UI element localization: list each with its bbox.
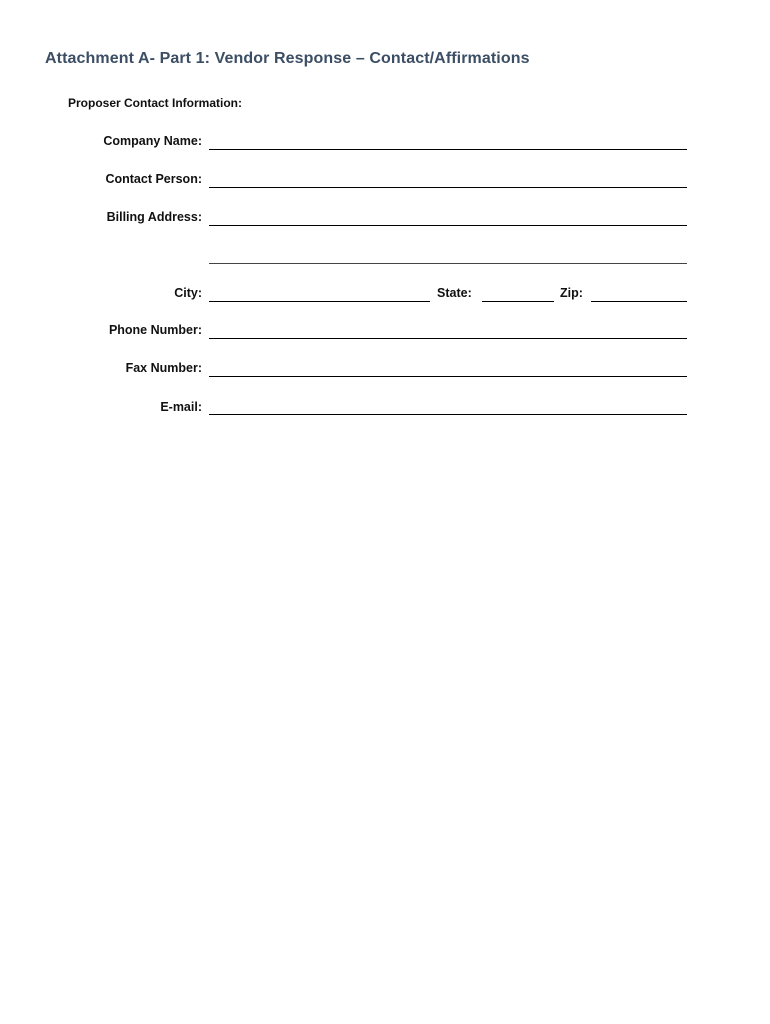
zip-label: Zip: [560,286,583,300]
document-title: Attachment A- Part 1: Vendor Response – Contact/Affirmations [45,50,530,67]
billing-address-label: Billing Address: [106,210,202,224]
fax-number-field[interactable] [209,376,687,377]
state-label: State: [437,286,472,300]
city-field[interactable] [209,301,430,302]
email-label: E-mail: [160,400,202,414]
company-name-row [0,132,770,152]
fax-number-row [0,359,770,379]
fax-number-label: Fax Number: [125,361,202,375]
email-row [0,398,770,418]
city-label: City: [174,286,202,300]
phone-number-row [0,321,770,341]
billing-address-field[interactable] [209,225,687,226]
phone-number-field[interactable] [209,338,687,339]
contact-person-field[interactable] [209,187,687,188]
billing-address-line-2-field[interactable] [209,263,687,264]
section-label-proposer-contact: Proposer Contact Information: [68,96,243,110]
company-name-field[interactable] [209,149,687,150]
state-field[interactable] [482,301,554,302]
city-state-zip-row [0,284,770,304]
company-name-label: Company Name: [103,134,202,148]
phone-number-label: Phone Number: [108,323,202,337]
contact-person-label: Contact Person: [105,172,202,186]
billing-address-row [0,208,770,228]
zip-field[interactable] [591,301,687,302]
email-field[interactable] [209,414,687,415]
contact-person-row [0,170,770,190]
